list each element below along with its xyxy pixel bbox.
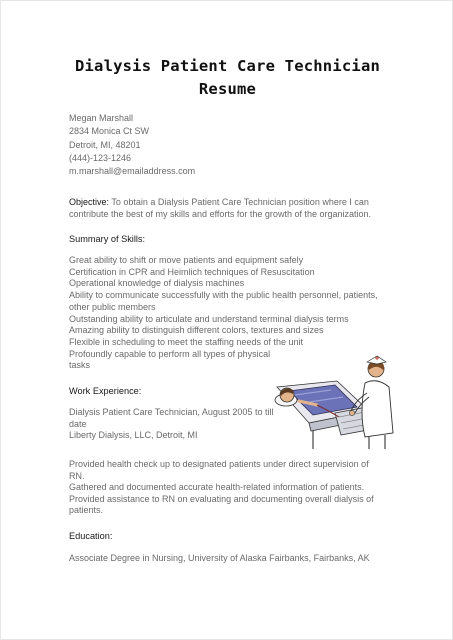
duty-line: Provided assistance to RN on evaluating and documenting overall dialysis of (69, 493, 374, 504)
duty-line: Provided health check up to designated patients under direct supervision of (69, 459, 369, 469)
contact-phone: (444)-123-1246 (69, 152, 132, 163)
experience-heading: Work Experience: (69, 386, 142, 396)
education-heading: Education: (69, 531, 113, 541)
resume-title: Dialysis Patient Care Technician (74, 57, 381, 75)
skill-item: tasks (69, 360, 91, 371)
contact-block (69, 112, 195, 178)
job-title-line1: Dialysis Patient Care Technician, August 2005 to till (69, 407, 274, 417)
nurse-patient-illustration (273, 353, 401, 453)
objective-section (69, 196, 389, 221)
job-title-line2: date (69, 418, 87, 429)
duties-block (69, 459, 389, 517)
skill-item: Great ability to shift or move patients and equipment safely (69, 255, 304, 265)
duty-line: RN. (69, 470, 85, 481)
objective-text-line1: To obtain a Dialysis Patient Care Technician position where I can (109, 197, 369, 207)
contact-city: Detroit, MI, 48201 (69, 139, 141, 150)
skill-item: Amazing ability to distinguish different colors, textures and sizes (69, 325, 324, 336)
contact-address: 2834 Monica Ct SW (69, 126, 150, 137)
job-employer: Liberty Dialysis, LLC, Detroit, MI (69, 430, 198, 440)
skill-item: Profoundly capable to perform all types of physical (69, 348, 271, 359)
objective-label: Objective: (69, 197, 110, 207)
skill-item: other public members (69, 301, 156, 312)
objective-text-line2: contribute the best of my skills and efforts for the growth of the organization. (69, 209, 371, 220)
skills-heading: Summary of Skills: (69, 234, 146, 244)
skill-item: Certification in CPR and Heimlich techniques of Resuscitation (69, 266, 315, 277)
skill-item: Outstanding ability to articulate and understand terminal dialysis terms (69, 313, 349, 324)
education-degree: Associate Degree in Nursing, University of Alaska Fairbanks, Fairbanks, AK (69, 553, 370, 563)
skill-item: Ability to communicate successfully with the public health personnel, patients, (69, 290, 378, 301)
resume-title-subtitle: Resume (198, 80, 257, 98)
skill-item: Flexible in scheduling to meet the staffing needs of the unit (69, 336, 303, 347)
contact-email: m.marshall@emailaddress.com (69, 166, 196, 177)
duty-line: patients. (69, 505, 104, 515)
skill-item: Operational knowledge of dialysis machines (69, 278, 245, 289)
contact-name: Megan Marshall (69, 113, 134, 123)
duty-line: Gathered and documented accurate health-related information of patients. (69, 482, 365, 492)
